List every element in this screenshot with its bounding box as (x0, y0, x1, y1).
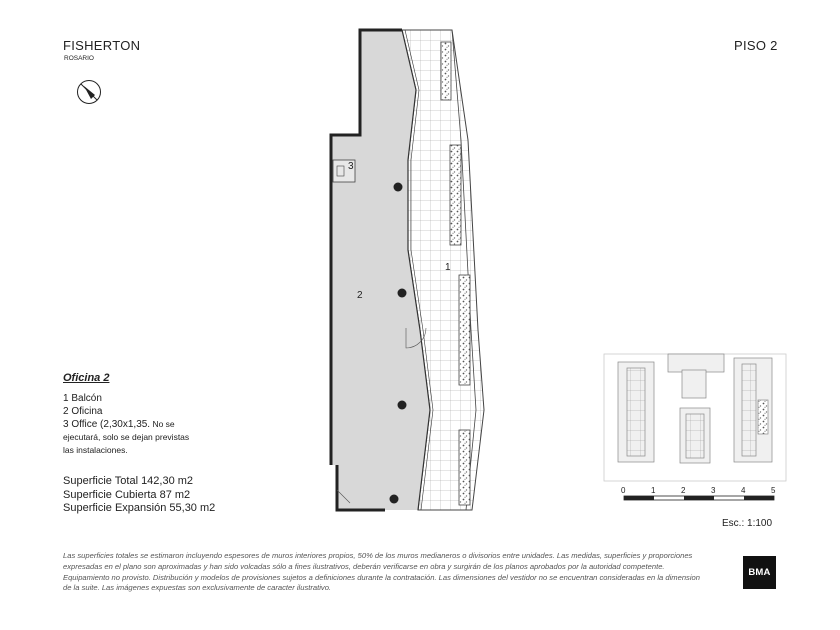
bma-logo: BMA (743, 556, 776, 589)
scale-tick-4: 4 (741, 486, 746, 495)
area-total: Superficie Total 142,30 m2 (63, 475, 194, 487)
disclaimer-text: Las superficies totales se estimaron incluyendo espesores de muros interiores propios, 50% de los muros medianeros o divisorios entre unidades. Las medidas, superficies y proporciones expresadas en el plano son aproximadas y han sido volcadas sólo a fines ilustrativos, deberán verificarse en obra y surgirán de los planos aprobados por la autoridad competente. Equipamiento no provisto. Distribución y modelos de provisiones sujetos a definiciones durante la contratación. Las dimensiones del vestidor no se encuentran consideradas en la dimension de la suite. Las imágenes expuestas son exclusivamente de caracter ilustrativo. (63, 551, 700, 593)
legend-item-office-3: 3 Office (2,30x1,35. No se (63, 419, 175, 430)
legend-item-office-3-note-2: las instalaciones. (63, 445, 128, 455)
scale-tick-0: 0 (621, 486, 626, 495)
legend-item-office-3-note: ejecutará, solo se dejan previstas (63, 432, 190, 442)
area-summary (63, 475, 215, 516)
scale-bar (621, 486, 776, 500)
legend-title: Oficina 2 (63, 372, 110, 384)
area-covered: Superficie Cubierta 87 m2 (63, 488, 191, 501)
project-city: ROSARIO (64, 55, 94, 62)
scale-tick-2: 2 (681, 486, 686, 495)
area-expansion: Superficie Expansión 55,30 m2 (63, 502, 216, 514)
key-plan (604, 354, 786, 481)
scale-tick-5: 5 (771, 486, 776, 495)
room-label-office: 2 (357, 290, 363, 301)
room-label-office-3: 3 (348, 161, 354, 172)
scale-tick-1: 1 (651, 486, 656, 495)
floor-label: PISO 2 (734, 38, 778, 53)
legend-item-office: 2 Oficina (63, 406, 103, 417)
room-label-balcony: 1 (445, 262, 451, 273)
project-title: FISHERTON (63, 38, 141, 53)
legend-list (63, 392, 189, 457)
scale-tick-3: 3 (711, 486, 716, 495)
legend-item-balcony: 1 Balcón (63, 393, 102, 404)
scale-label: Esc.: 1:100 (722, 518, 773, 529)
